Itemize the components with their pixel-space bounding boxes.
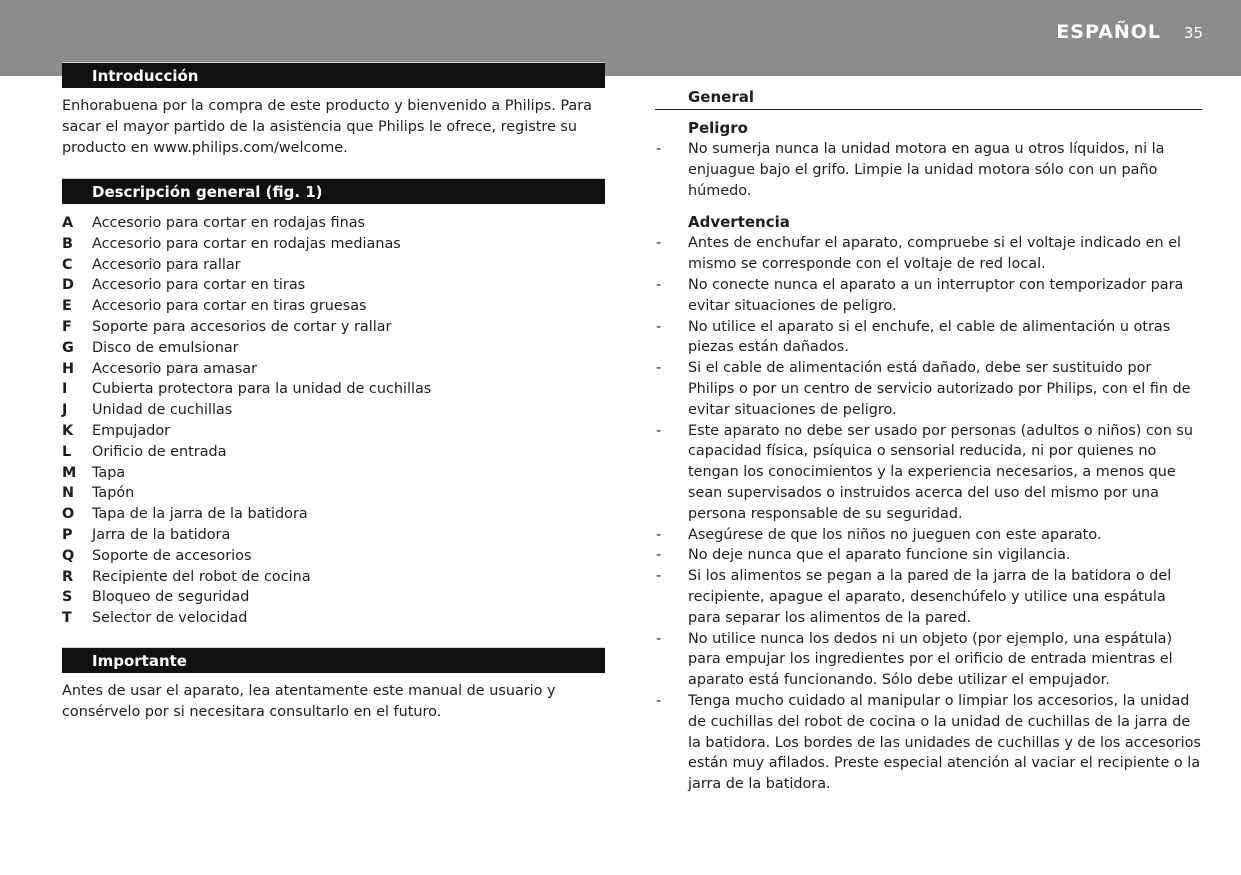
overview-item [62, 463, 605, 484]
bullet-dash: - [656, 568, 662, 585]
overview-item-letter: H [62, 360, 75, 377]
overview-item [62, 213, 605, 234]
overview-item-text: Tapa [92, 464, 126, 481]
bullet-text: No sumerja nunca la unidad motora en agua u otros líquidos, ni la enjuague bajo el grifo. Limpie la unidad motora sólo con un paño húmedo. [688, 141, 1165, 199]
overview-item-letter: M [62, 464, 77, 481]
overview-item [62, 317, 605, 338]
overview-item-text: Cubierta protectora para la unidad de cuchillas [92, 381, 432, 398]
danger-heading: Peligro [688, 119, 748, 137]
overview-item-text: Tapa de la jarra de la batidora [92, 506, 308, 523]
overview-item-letter: K [62, 422, 74, 439]
overview-item [62, 275, 605, 296]
overview-item-text: Unidad de cuchillas [92, 402, 233, 419]
overview-item-letter: L [62, 443, 72, 460]
bullet-text: Antes de enchufar el aparato, compruebe si el voltaje indicado en el mismo se corresponde con el voltaje de red local. [688, 235, 1182, 273]
overview-item-letter: R [62, 568, 74, 585]
overview-item [62, 359, 605, 380]
language-label: ESPAÑOL [1056, 21, 1161, 43]
overview-heading: Descripción general (fig. 1) [62, 178, 605, 204]
overview-item [62, 379, 605, 400]
overview-item-letter: P [62, 526, 73, 543]
danger-list [655, 139, 1202, 201]
bullet-dash: - [656, 547, 662, 564]
overview-item-letter: T [62, 610, 72, 627]
bullet-item [655, 233, 1202, 275]
bullet-text: No utilice nunca los dedos ni un objeto (por ejemplo, una espátula) para empujar los ingredientes por el orificio de entrada mientras el aparato está funcionando. Sólo debe utilizar el empujador. [688, 630, 1173, 689]
bullet-text: Si el cable de alimentación está dañado, debe ser sustituido por Philips o por un centro de servicio autorizado por Philips, con el fin de evitar situaciones de peligro. [688, 360, 1191, 418]
general-heading: General [655, 86, 1202, 110]
overview-item-letter: A [62, 215, 74, 231]
bullet-item [655, 545, 1202, 566]
bullet-text: No deje nunca que el aparato funcione sin vigilancia. [688, 547, 1071, 564]
overview-item [62, 567, 605, 588]
overview-item [62, 483, 605, 504]
overview-item-text: Disco de emulsionar [92, 339, 239, 356]
overview-item-letter: D [62, 277, 74, 294]
bullet-item [655, 139, 1202, 201]
overview-item-letter: S [62, 589, 73, 606]
left-column [62, 62, 605, 723]
bullet-text: No utilice el aparato si el enchufe, el cable de alimentación u otras piezas están dañados. [688, 318, 1171, 356]
overview-item-letter: C [62, 256, 73, 273]
overview-item-text: Bloqueo de seguridad [92, 589, 250, 606]
important-heading: Importante [62, 647, 605, 673]
overview-item [62, 338, 605, 359]
bullet-item [655, 358, 1202, 420]
overview-item [62, 587, 605, 608]
bullet-text: Este aparato no debe ser usado por personas (adultos o niños) con su capacidad física, psíquica o sensorial reducida, ni por quienes no tengan los conocimientos y la experiencia necesarios, a menos que sean supervisados o instruidos acerca del uso del mismo por una persona responsable de su seguridad. [688, 422, 1194, 522]
bullet-item [655, 566, 1202, 628]
overview-item [62, 608, 605, 629]
overview-item [62, 504, 605, 525]
warning-list [655, 233, 1202, 795]
overview-item [62, 525, 605, 546]
page-number: 35 [1183, 24, 1203, 42]
bullet-dash: - [656, 630, 662, 647]
bullet-dash: - [656, 318, 662, 335]
bullet-text: No conecte nunca el aparato a un interruptor con temporizador para evitar situaciones de peligro. [688, 276, 1184, 314]
bullet-dash: - [656, 360, 662, 377]
overview-list [62, 213, 605, 629]
overview-item-text: Accesorio para amasar [92, 360, 258, 377]
bullet-item [655, 275, 1202, 317]
bullet-dash: - [656, 692, 662, 709]
overview-item-text: Soporte para accesorios de cortar y rallar [92, 318, 392, 335]
overview-item-letter: Q [62, 547, 75, 564]
overview-item [62, 546, 605, 567]
bullet-text: Asegúrese de que los niños no jueguen con este aparato. [688, 526, 1102, 543]
overview-item [62, 234, 605, 255]
right-column [655, 86, 1202, 795]
overview-item-letter: G [62, 339, 74, 356]
overview-item-text: Tapón [92, 485, 135, 502]
bullet-text: Si los alimentos se pegan a la pared de la jarra de la batidora o del recipiente, apague el aparato, desenchúfelo y utilice una espátula para separar los alimentos de la pared. [688, 568, 1172, 626]
bullet-item [655, 525, 1202, 546]
overview-item-text: Orificio de entrada [92, 443, 227, 460]
overview-item-text: Accesorio para cortar en tiras [92, 277, 306, 294]
overview-item-text: Accesorio para cortar en rodajas finas [92, 215, 366, 231]
overview-item-letter: I [62, 381, 68, 398]
overview-item-letter: E [62, 298, 72, 315]
overview-item [62, 255, 605, 276]
overview-item-letter: J [62, 402, 68, 419]
bullet-dash: - [656, 422, 662, 439]
overview-item-text: Accesorio para rallar [92, 256, 241, 273]
warning-heading: Advertencia [688, 213, 790, 232]
bullet-dash: - [656, 526, 662, 543]
overview-item-text: Accesorio para cortar en tiras gruesas [92, 298, 367, 315]
introduction-heading: Introducción [62, 62, 605, 88]
introduction-text: Enhorabuena por la compra de este producto y bienvenido a Philips. Para sacar el mayor partido de la asistencia que Philips le ofrece, registre su producto en www.philips.com/welcome. [62, 98, 592, 156]
overview-item [62, 400, 605, 421]
bullet-item [655, 317, 1202, 359]
overview-item-text: Empujador [92, 422, 171, 439]
overview-item-letter: O [62, 506, 75, 523]
bullet-item [655, 421, 1202, 525]
bullet-item [655, 691, 1202, 795]
overview-item-text: Jarra de la batidora [92, 526, 231, 543]
overview-item-text: Selector de velocidad [92, 610, 248, 627]
overview-item-letter: N [62, 485, 75, 502]
bullet-dash: - [656, 276, 662, 293]
bullet-dash: - [656, 235, 662, 252]
bullet-text: Tenga mucho cuidado al manipular o limpiar los accesorios, la unidad de cuchillas del robot de cocina o la unidad de cuchillas de la jarra de la batidora. Los bordes de las unidades de cuchillas y de los accesorios están muy afilados. Preste especial atención al vaciar el recipiente o la jarra de la batidora. [688, 692, 1201, 793]
overview-item-letter: F [62, 318, 72, 335]
bullet-item [655, 629, 1202, 691]
overview-item [62, 421, 605, 442]
overview-item [62, 296, 605, 317]
important-text: Antes de usar el aparato, lea atentamente este manual de usuario y consérvelo por si necesitara consultarlo en el futuro. [62, 682, 556, 720]
overview-item-text: Accesorio para cortar en rodajas medianas [92, 235, 401, 252]
overview-item [62, 442, 605, 463]
bullet-dash: - [656, 141, 662, 157]
overview-item-letter: B [62, 235, 73, 252]
overview-item-text: Recipiente del robot de cocina [92, 568, 311, 585]
overview-item-text: Soporte de accesorios [92, 547, 252, 564]
